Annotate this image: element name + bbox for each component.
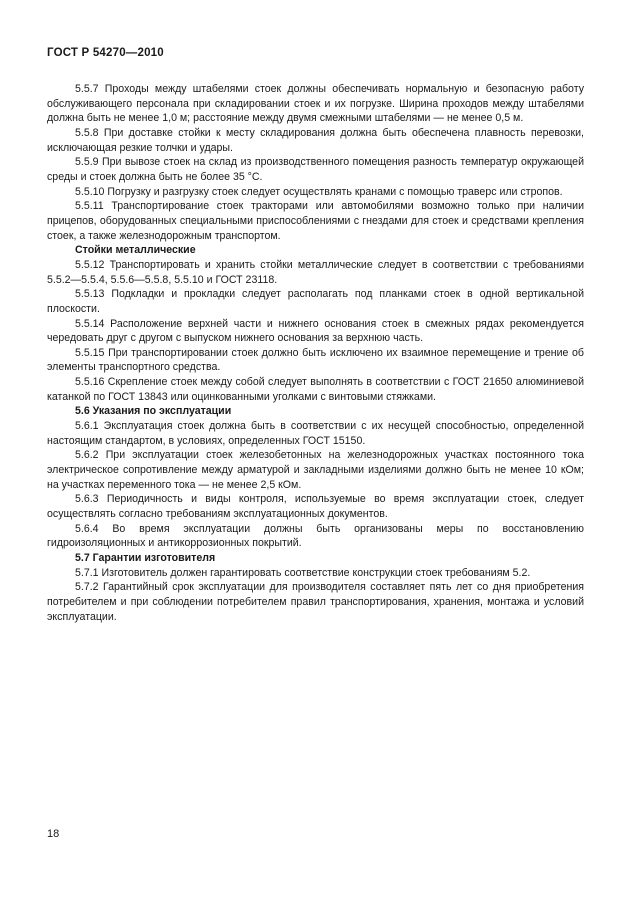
- paragraph-5-6-2: 5.6.2 При эксплуатации стоек железобетонных на железнодорожных участках постоянного тока электрическое сопротивление между арматурой и закладными изделиями должно быть не менее 10 кОм; на участках переменного тока — не менее 2,5 кОм.: [47, 449, 584, 491]
- paragraph-5-7-1: 5.7.1 Изготовитель должен гарантировать соответствие конструкции стоек требованиям 5.2.: [75, 566, 531, 579]
- paragraph-5-5-8: 5.5.8 При доставке стойки к месту складирования должна быть обеспечена плавность перевозки, исключающая резкие толчки и удары.: [47, 126, 584, 154]
- document-header: ГОСТ Р 54270—2010: [47, 47, 164, 59]
- paragraph-5-5-12: 5.5.12 Транспортировать и хранить стойки металлические следует в соответствии с требованиями 5.5.2—5.5.4, 5.5.6—5.5.8, 5.5.10 и ГОСТ 23118.: [47, 258, 584, 286]
- subheading-metal-posts: Стойки металлические: [75, 244, 196, 257]
- paragraph-5-5-13: 5.5.13 Подкладки и прокладки следует располагать под планками стоек в одной вертикальной плоскости.: [47, 288, 584, 315]
- section-heading-5-7: 5.7 Гарантии изготовителя: [75, 552, 216, 564]
- page-number: 18: [47, 828, 60, 840]
- paragraph-5-6-3: 5.6.3 Периодичность и виды контроля, используемые во время эксплуатации стоек, следует осуществлять согласно требованиям эксплуатационных документов.: [47, 493, 584, 521]
- paragraph-5-5-11: 5.5.11 Транспортирование стоек тракторами или автомобилями возможно только при наличии прицепов, оборудованных специальными приспособлениями с гнездами для стоек и средствами крепления стоек, а также железнодорожным транспортом.: [47, 200, 584, 242]
- paragraph-5-7-2: 5.7.2 Гарантийный срок эксплуатации для производителя составляет пять лет со дня приобретения потребителем и при соблюдении потребителем правил транспортирования, хранения, монтажа и условий эксплуатации.: [47, 581, 584, 623]
- document-body: [47, 82, 584, 624]
- paragraph-5-5-7: 5.5.7 Проходы между штабелями стоек должны обеспечивать нормальную и безопасную работу обслуживающего персонала при складировании стоек и их погрузке. Ширина проходов между штабелями должна быть не менее 1,0 м; расстояние между двумя смежными штабелями — не менее 0,5 м.: [47, 83, 584, 125]
- section-heading-5-6: 5.6 Указания по эксплуатации: [75, 405, 232, 418]
- paragraph-5-5-9: 5.5.9 При вывозе стоек на склад из производственного помещения разность температур окружающей среды и стоек должна быть не более 35 °С.: [47, 156, 584, 183]
- paragraph-5-6-1: 5.6.1 Эксплуатация стоек должна быть в соответствии с их несущей способностью, определенной настоящим стандартом, в условиях, определенных ГОСТ 15150.: [47, 420, 584, 447]
- paragraph-5-5-10: 5.5.10 Погрузку и разгрузку стоек следует осуществлять кранами с помощью траверс или стропов.: [75, 185, 563, 198]
- paragraph-5-5-15: 5.5.15 При транспортировании стоек должно быть исключено их взаимное перемещение и трение об элементы транспортного средства.: [47, 346, 584, 374]
- paragraph-5-5-14: 5.5.14 Расположение верхней части и нижнего основания стоек в смежных рядах рекомендуется чередовать друг с другом с выпуском нижнего основания за верхнюю часть.: [47, 317, 584, 345]
- paragraph-5-5-16: 5.5.16 Скрепление стоек между собой следует выполнять в соответствии с ГОСТ 21650 алюминиевой катанкой по ГОСТ 13843 или оцинкованными уголками с винтовыми стяжками.: [47, 376, 584, 403]
- paragraph-5-6-4: 5.6.4 Во время эксплуатации должны быть организованы меры по восстановлению гидроизоляционных и антикоррозионных покрытий.: [47, 522, 584, 550]
